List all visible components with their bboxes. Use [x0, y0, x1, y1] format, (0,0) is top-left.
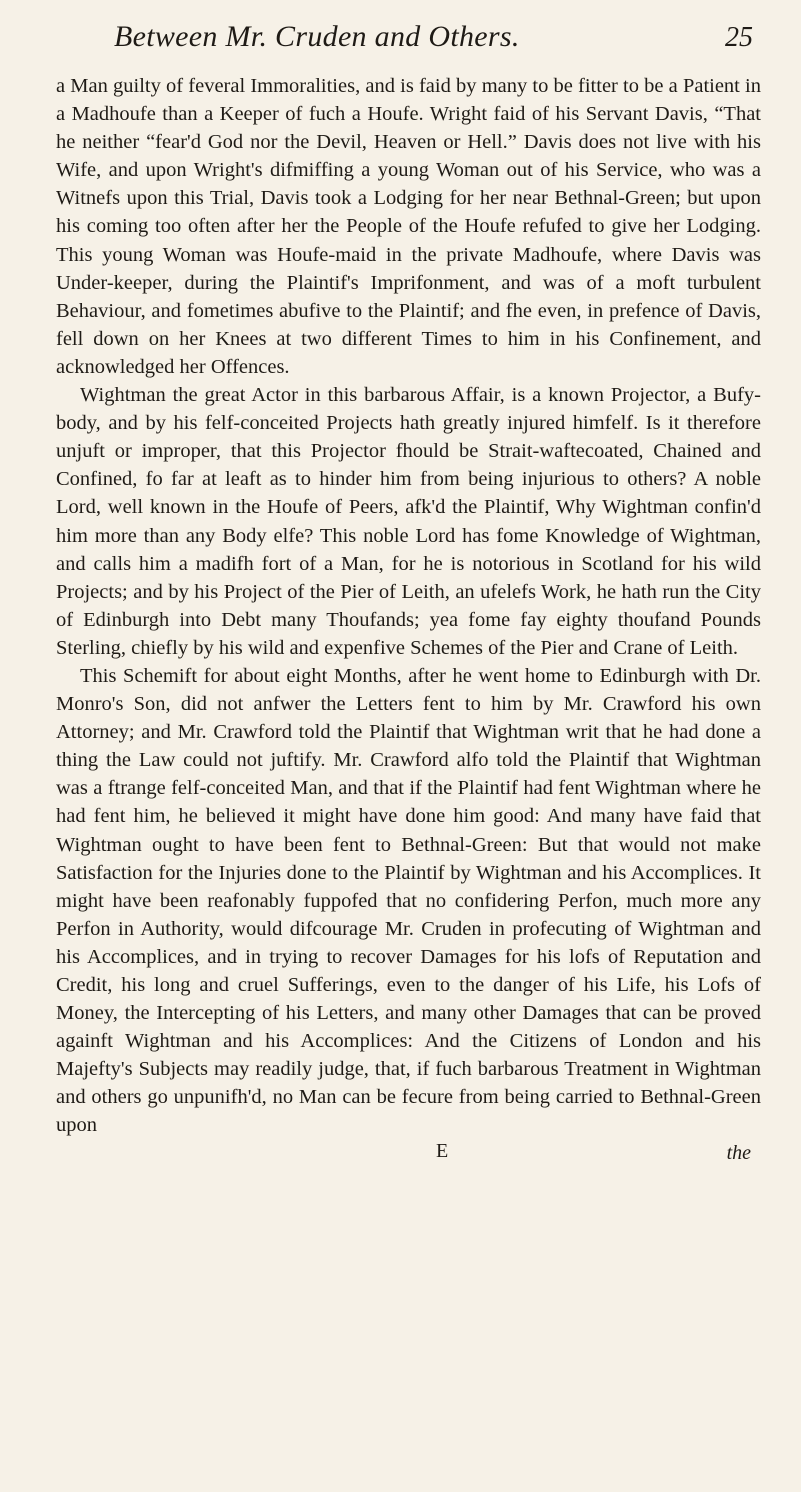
paragraph-1: a Man guilty of feveral Immoralities, and is faid by many to be fitter to be a Patient in a Madhoufe than a Keeper of fuch a Houfe. Wright faid of his Servant Davis, “That he neither “fear'd God nor the Devil, Heaven or Hell.” Davis does not live with his Wife, and upon Wright's difmiffing a young Woman out of his Service, who was a Witnefs upon this Trial, Davis took a Lodging for her near Bethnal-Green; but upon his coming too often after her the People of the Houfe refufed to give her Lodging. This young Woman was Houfe-maid in the private Madhoufe, where Davis was Under-keeper, during the Plaintif's Imprifonment, and was of a moft turbulent Behaviour, and fometimes abufive to the Plaintif; and fhe even, in prefence of Davis, fell down on her Knees at two different Times to him in his Confinement, and acknowledged her Offences. [56, 75, 761, 378]
page-body [56, 72, 761, 1140]
catchword: the [726, 1141, 751, 1164]
paragraph-3: This Schemift for about eight Months, after he went home to Edinburgh with Dr. Monro's Son, did not anfwer the Letters fent to him by Mr. Crawford his own Attorney; and Mr. Crawford told the Plaintif that Wightman writ that he had done a thing the Law could not juftify. Mr. Crawford alfo told the Plaintif that Wightman was a ftrange felf-conceited Man, and that if the Plaintif had fent Wightman where he had fent him, he believed it might have done him good: And many have faid that Wightman ought to have been fent to Bethnal-Green: But that would not make Satisfaction for the Injuries done to the Plaintif by Wightman and his Accomplices. It might have been reafonably fuppofed that no confidering Perfon, much more any Perfon in Authority, would difcourage Mr. Cruden in profecuting of Wightman and his Accomplices, and in trying to recover Damages for his lofs of Reputation and Credit, his long and cruel Sufferings, even to the danger of his Life, his Lofs of Money, the Intercepting of his Letters, and many other Damages that can be proved againft Wightman and his Accomplices: And the Citizens of London and his Majefty's Subjects may readily judge, that, if fuch barbarous Treatment in Wightman and others go unpunifh'd, no Man can be fecure from being carried to Bethnal-Green upon [56, 664, 761, 1137]
page-footer [56, 1140, 761, 1172]
signature-mark: E [436, 1139, 449, 1162]
running-head: Between Mr. Cruden and Others. [114, 20, 520, 53]
page-header [56, 14, 761, 66]
page-number: 25 [725, 22, 753, 53]
paragraph-2: Wightman the great Actor in this barbarous Affair, is a known Projector, a Bufy-body, and by his felf-conceited Projects hath greatly injured himfelf. Is it therefore unjuft or improper, that this Projector fhould be Strait-waftecoated, Chained and Confined, fo far at leaft as to hinder him from being injurious to others? A noble Lord, well known in the Houfe of Peers, afk'd the Plaintif, Why Wightman confin'd him more than any Body elfe? This noble Lord has fome Knowledge of Wightman, and calls him a madifh fort of a Man, for he is notorious in Scotland for his wild Projects; and by his Project of the Pier of Leith, an ufelefs Work, he hath run the City of Edinburgh into Debt many Thoufands; yea fome fay eighty thoufand Pounds Sterling, chiefly by his wild and expenfive Schemes of the Pier and Crane of Leith. [56, 384, 761, 659]
